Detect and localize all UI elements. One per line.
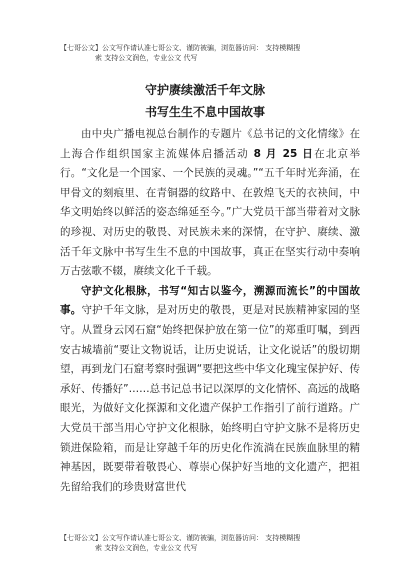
paragraph-1 xyxy=(60,125,360,282)
para1-run: 由中央广播电视总台制作的专题片《总书记的文化情缘》在上海合作组织国家主流媒体启播活动 xyxy=(60,128,360,160)
document-body xyxy=(60,125,360,497)
paragraph-2 xyxy=(60,282,360,498)
footer-banner-line1: 【七哥公文】公文写作请认准七哥公文、谨防被骗，浏览器访问： 支持模糊搜 xyxy=(60,534,301,542)
para1-run: 在北京举行。“文化是一个国家、一个民族的灵魂。”“五千年时光奔涌，在甲骨文的刻痕里、在青铜器的纹路中、在敦煌飞天的衣袂间，中华文明始终以鲜活的姿态绵延至今。”广大党员干部当带着对文脉的珍视、对历史的敬畏、对民族未来的深情，在守护、赓续、激活千年文脉中书写生生不息的中国故事，真正在坚实行动中奏响万古弦歌不辍，赓续文化千千载。 xyxy=(60,147,360,278)
footer-banner xyxy=(0,533,410,553)
header-banner-line1: 【七哥公文】公文写作请认准七哥公文、谨防被骗，浏览器访问： 支持模糊搜 xyxy=(60,44,301,52)
header-banner xyxy=(0,43,410,63)
para2-run: 守护千年文脉，是对历史的敬畏，更是对民族精神家园的坚守。从置身云冈石窟“始终把保护放在第一位”的郑重叮嘱，到西安古城墙前“要让文物说话，让历史说话，让文化说话”的殷切期望，再到龙门石窟考察时强调“要把这些中华文化瑰宝保护好、传承好、传播好”……总书记总书记以深厚的文化情怀、高远的战略眼光，为做好文化探源和文化遗产保护工作指引了前行道路。广大党员干部当用心守护文化根脉，始终明白守护文脉不是将历史锁进保险箱，而是让穿越千年的历史化作流淌在民族血脉里的精神基因，既要带着敬畏心、尊崇心保护好当地的文化遗产，把祖先留给我们的珍贵财富世代 xyxy=(60,304,361,493)
footer-banner-line2: 索 支持公文润色，专业公文 代写 xyxy=(95,544,198,552)
para2-heading: 守护文化根脉，书写“知古以鉴今，溯源而流长”的中国故事。 xyxy=(60,284,360,317)
header-banner-line2: 索 支持公文润色，专业公文 代写 xyxy=(95,54,198,62)
para1-date: 8 月 25 日 xyxy=(253,147,315,160)
document-title: 守护赓续激活千年文脉 xyxy=(144,83,265,97)
document-subtitle: 书写生生不息中国故事 xyxy=(144,105,265,119)
